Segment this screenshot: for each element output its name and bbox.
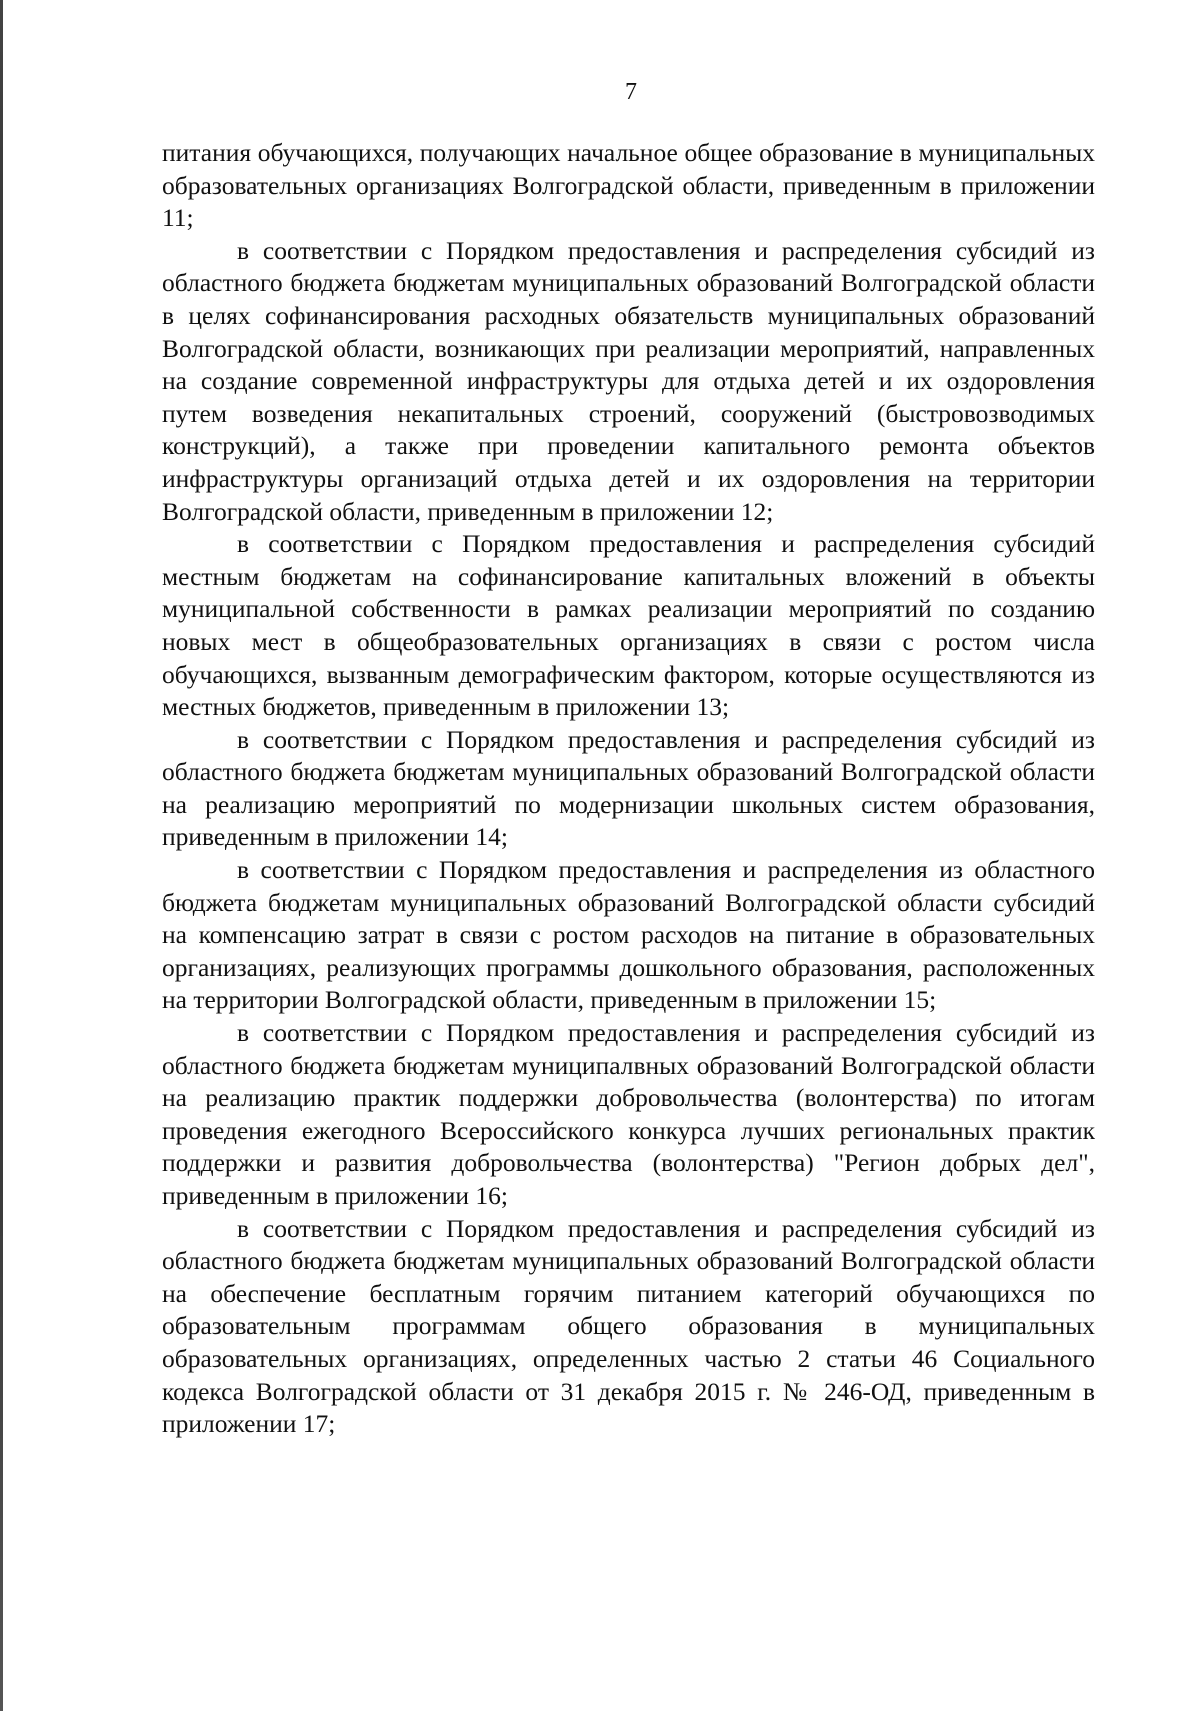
paragraph-appendix-13: в соответствии с Порядком предоставления и распределения субсидий местным бюджетам на софинансирование капитальных вложений в объекты муниципальной собственности в рамках реализации мероприятий по созданию новых мест в общеобразовательных организациях в связи с ростом числа обучающихся, вызванным демографическим фактором, которые осуществляются из местных бюджетов, приведенным в приложении 13; [162, 529, 1095, 722]
scan-edge-shadow [0, 0, 3, 1711]
paragraph-appendix-17: в соответствии с Порядком предоставления и распределения субсидий из областного бюджета бюджетам муниципальных образований Волгоградской области на обеспечение бесплатным горячим питанием категорий обучающихся по образовательным программам общего образования в муниципальных образовательных организациях, определенных частью 2 статьи 46 Социального кодекса Волгоградской области от 31 декабря 2015 г. № 246-ОД, приведенным в приложении 17; [162, 1213, 1095, 1439]
document-body [162, 137, 1095, 1441]
paragraph-appendix-14: в соответствии с Порядком предоставления и распределения субсидий из областного бюджета бюджетам муниципальных образований Волгоградской области на реализацию мероприятий по модернизации школьных систем образования, приведенным в приложении 14; [162, 724, 1095, 852]
paragraph-continuation: питания обучающихся, получающих начальное общее образование в муниципальных образовательных организациях Волгоградской области, приведенным в приложении 11; [162, 138, 1095, 233]
page-number: 7 [625, 79, 637, 105]
paragraph-appendix-15: в соответствии с Порядком предоставления и распределения из областного бюджета бюджетам муниципальных образований Волгоградской области субсидий на компенсацию затрат в связи с ростом расходов на питание в образовательных организациях, реализующих программы дошкольного образования, расположенных на территории Волгоградской области, приведенным в приложении 15; [162, 855, 1095, 1015]
paragraph-appendix-12: в соответствии с Порядком предоставления и распределения субсидий из областного бюджета бюджетам муниципальных образований Волгоградской области в целях софинансирования расходных обязательств муниципальных образований Волгоградской области, возникающих при реализации мероприятий, направленных на создание современной инфраструктуры для отдыха детей и их оздоровления путем возведения некапитальных строений, сооружений (быстровозводимых конструкций), а также при проведении капитального ремонта объектов инфраструктуры организаций отдыха детей и их оздоровления на территории Волгоградской области, приведенным в приложении 12; [162, 235, 1095, 526]
paragraph-appendix-16: в соответствии с Порядком предоставления и распределения субсидий из областного бюджета бюджетам муниципалвных образований Волгоградской области на реализацию практик поддержки добровольчества (волонтерства) по итогам проведения ежегодного Всероссийского конкурса лучших региональных практик поддержки и развития добровольчества (волонтерства) "Регион добрых дел", приведенным в приложении 16; [162, 1018, 1095, 1210]
